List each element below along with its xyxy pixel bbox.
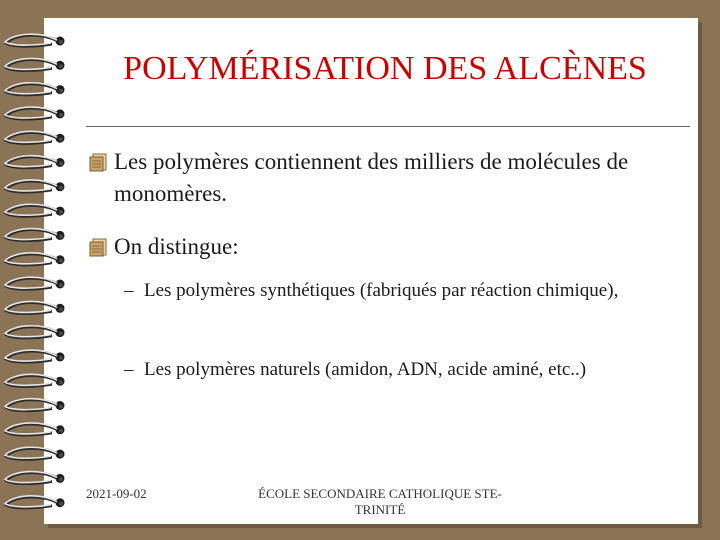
spiral-ring-icon: [5, 107, 65, 119]
spiral-ring-icon: [5, 399, 65, 411]
bullet-item-1: [88, 146, 668, 210]
spiral-ring-icon: [5, 180, 65, 192]
spiral-ring-icon: [5, 204, 65, 216]
spiral-ring-icon: [5, 156, 65, 168]
bullet-text-1: Les polymères contiennent des milliers de molécules de monomères.: [114, 149, 629, 206]
spiral-ring-icon: [5, 350, 65, 362]
sub-bullet-text-1: Les polymères synthétiques (fabriqués par réaction chimique),: [144, 280, 619, 301]
title-divider: [86, 126, 690, 127]
bullet-item-2: [88, 231, 668, 263]
notebook-page: [44, 18, 698, 524]
bullet-text-2: On distingue:: [114, 234, 239, 259]
slide-title: POLYMÉRISATION DES ALCÈNES: [123, 50, 647, 87]
sub-bullet-item-1: [124, 276, 664, 305]
spiral-ring-icon: [5, 253, 65, 265]
spiral-ring-icon: [5, 131, 65, 143]
spiral-ring-icon: [5, 277, 65, 289]
spiral-ring-icon: [5, 447, 65, 459]
notebook-icon: [88, 152, 108, 172]
spiral-ring-icon: [5, 423, 65, 435]
footer-date: 2021-09-02: [86, 486, 147, 501]
spiral-ring-icon: [5, 229, 65, 241]
spiral-ring-icon: [5, 472, 65, 484]
sub-bullet-text-2: Les polymères naturels (amidon, ADN, acide aminé, etc..): [144, 359, 587, 380]
footer-school: ÉCOLE SECONDAIRE CATHOLIQUE STE-TRINITÉ: [258, 486, 502, 517]
spiral-ring-icon: [5, 496, 65, 508]
spiral-ring-icon: [5, 374, 65, 386]
notebook-icon: [88, 237, 108, 257]
spiral-ring-icon: [5, 326, 65, 338]
sub-bullet-dash: –: [124, 280, 134, 301]
sub-bullet-item-2: [124, 355, 664, 384]
spiral-ring-icon: [5, 58, 65, 70]
spiral-ring-icon: [5, 83, 65, 95]
sub-bullet-dash: –: [124, 359, 134, 380]
spiral-ring-icon: [5, 301, 65, 313]
spiral-ring-icon: [5, 34, 65, 46]
